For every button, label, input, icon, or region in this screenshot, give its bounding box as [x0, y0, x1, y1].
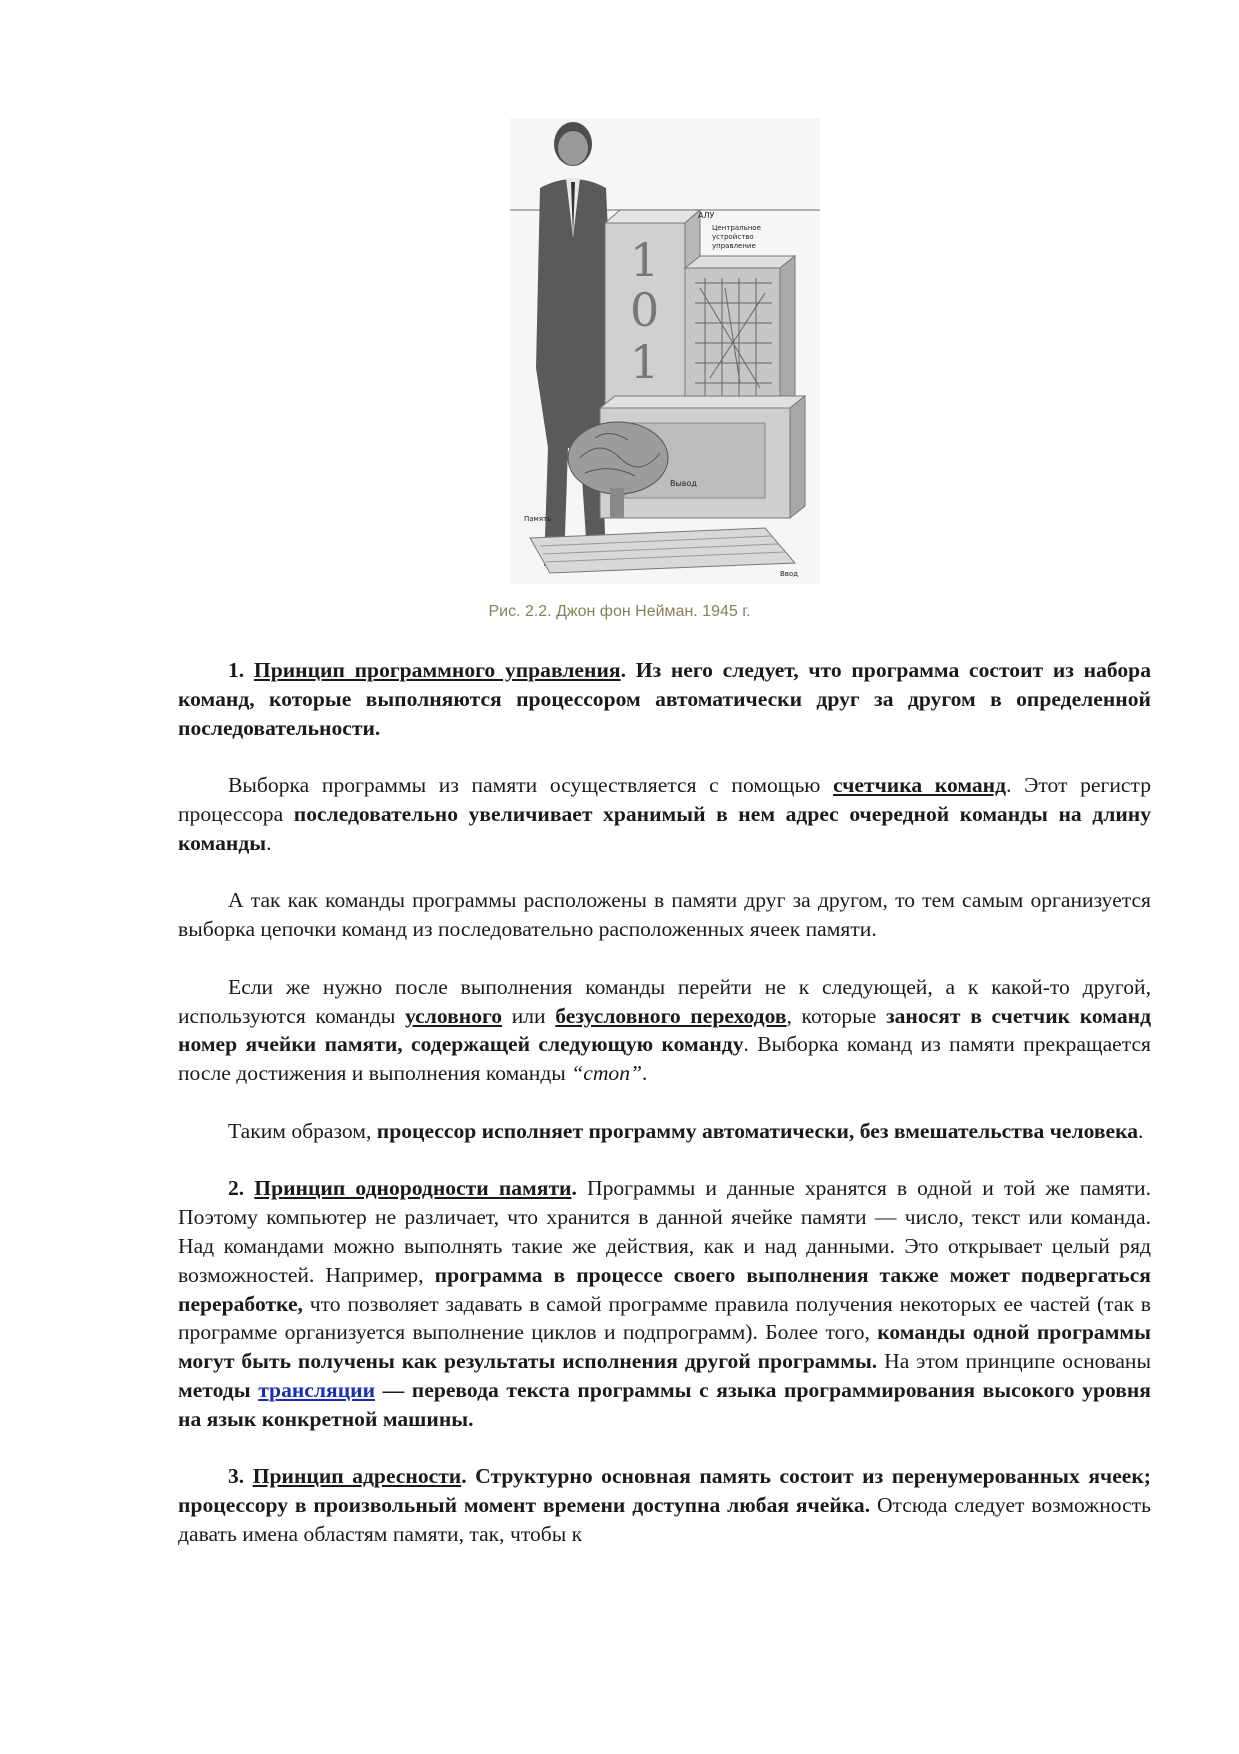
stop-quote: “стоп”	[571, 1061, 643, 1086]
von-neumann-illustration	[510, 118, 820, 584]
digit-1-bottom: 1	[630, 335, 660, 389]
text-span: что позволяет задавать в самой программе правила получения некоторых ее частей (так в программе организуется выполнение циклов и подпрограмм). Более того,	[178, 1291, 1151, 1345]
principle-3-title: Принцип адресности	[252, 1464, 462, 1489]
text-span: .	[642, 1061, 648, 1086]
von-neumann-figure	[510, 118, 820, 584]
text-span: .	[266, 830, 272, 855]
paragraph-sequential-fetch: А так как команды программы расположены в памяти друг за другом, то тем самым организуется выборка цепочки команд из последовательно расположенных ячеек памяти.	[178, 888, 1151, 942]
paragraph-principle-3	[178, 1462, 1151, 1548]
digit-0: 0	[630, 283, 660, 337]
text-span: или	[502, 1003, 556, 1028]
bold-span: Структурно основная память состоит из перенумерованных ячеек; процессору в произвольный момент времени доступна любая ячейка.	[178, 1464, 1151, 1518]
principle-1-body: Из него следует, что программа состоит из набора команд, которые выполняются процессором автоматически друг за другом в определенной последовательности.	[178, 658, 1151, 740]
text-span: .	[1138, 1118, 1144, 1143]
bold-span: программа в процессе своего выполнения также может подвергаться переработке,	[178, 1262, 1151, 1316]
term-program-counter: счетчика команд	[833, 773, 1007, 798]
output-label: Вывод	[670, 479, 697, 488]
input-label: Ввод	[780, 570, 799, 578]
principle-1-number: 1.	[228, 658, 245, 682]
paragraph-principle-1	[178, 656, 1151, 742]
text-span: , которые	[786, 1003, 886, 1028]
principle-1-title: Принцип программного управления	[253, 658, 621, 682]
bold-span: заносят в счетчик команд номер ячейки памяти, содержащей следующую команду	[178, 1003, 1152, 1057]
document-body	[178, 656, 1151, 1578]
text-span: Отсюда следует возможность давать имена областям памяти, так, чтобы к	[178, 1493, 1151, 1546]
bold-span: команды одной программы могут быть получены как результаты исполнения другой программы.	[178, 1320, 1151, 1374]
text-span: Если же нужно после выполнения команды перейти не к следующей, а к какой-то другой, используются команды	[178, 974, 1151, 1028]
bold-span: процессор исполняет программу автоматически, без вмешательства человека	[376, 1118, 1139, 1143]
memory-label: Память	[524, 515, 552, 523]
paragraph-principle-2	[178, 1174, 1151, 1433]
bold-span: последовательно увеличивает хранимый в нем адрес очередной команды на длину команды	[178, 801, 1152, 855]
text-span: . Выборка команд из памяти прекращается после достижения и выполнения команды	[178, 1032, 1151, 1086]
text-span: . Этот регистр процессора	[178, 773, 1151, 826]
paragraph-automatic-execution	[178, 1117, 1151, 1146]
principle-2-title: Принцип однородности памяти	[254, 1176, 572, 1201]
bold-span: методы	[178, 1377, 251, 1402]
principle-3-dot: .	[461, 1464, 467, 1489]
translation-link[interactable]: трансляции	[258, 1377, 376, 1402]
cu-label-line-1: Центральное	[712, 224, 761, 232]
text-span: Выборка программы из памяти осуществляется с помощью	[228, 773, 834, 798]
term-unconditional-jumps: безусловного переходов	[555, 1003, 787, 1028]
text-span: Таким образом,	[228, 1118, 377, 1143]
paragraph-jumps	[178, 973, 1151, 1088]
principle-2-dot: .	[571, 1176, 577, 1201]
principle-1-dot: .	[620, 658, 626, 682]
text-span: Программы и данные хранятся в одной и той же памяти. Поэтому компьютер не различает, что хранится в данной ячейке памяти — число, текст или команда. Над командами можно выполнять такие же действия, как и над данными. Это открывает целый ряд возможностей. Например,	[178, 1176, 1151, 1287]
cu-label-line-3: управление	[712, 242, 756, 250]
cu-label-line-2: устройство	[712, 233, 754, 241]
alu-label: АЛУ	[698, 211, 715, 220]
term-conditional: условного	[405, 1003, 503, 1028]
brain-shape	[568, 422, 668, 494]
text-span: На этом принципе основаны	[877, 1349, 1151, 1374]
principle-3-number: 3.	[228, 1464, 245, 1489]
bold-span: — перевода текста программы с языка программирования высокого уровня на язык конкретной машины.	[178, 1377, 1151, 1431]
figure-caption: Рис. 2.2. Джон фон Нейман. 1945 г.	[488, 603, 751, 620]
principle-2-number: 2.	[228, 1176, 245, 1201]
digit-1-top: 1	[630, 233, 660, 287]
paragraph-program-counter	[178, 771, 1151, 857]
